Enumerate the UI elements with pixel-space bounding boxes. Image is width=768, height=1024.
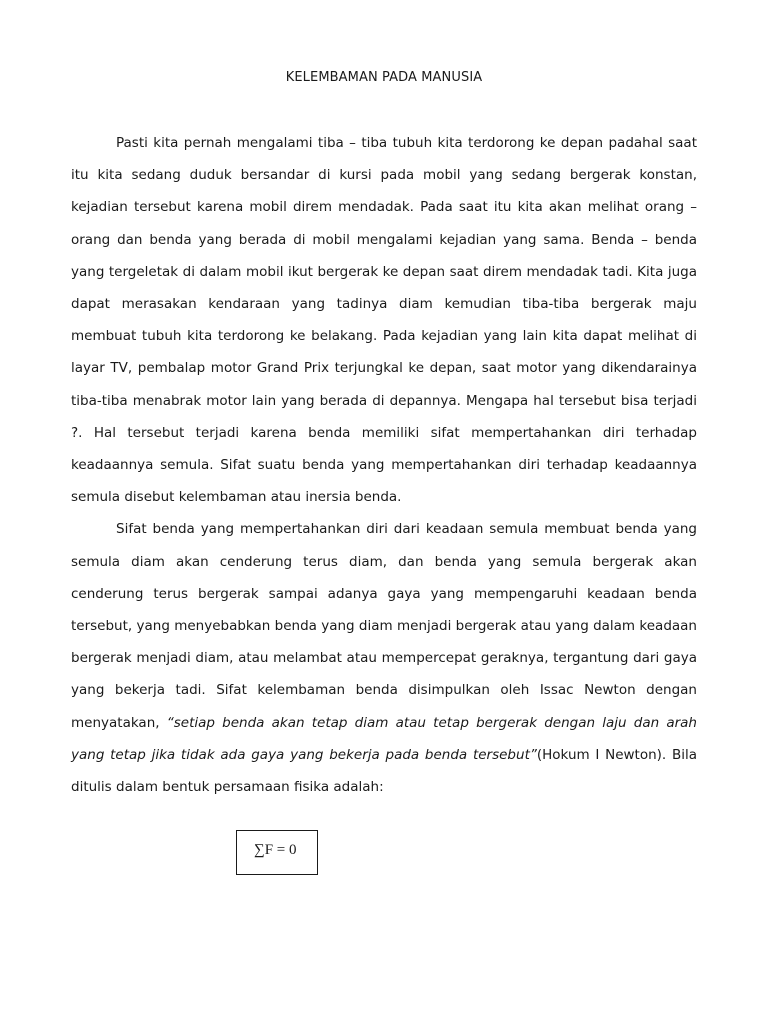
paragraph-1: Pasti kita pernah mengalami tiba – tiba tubuh kita terdorong ke depan padahal saat itu kita sedang duduk bersandar di kursi pada mobil yang sedang bergerak konstan, kejadian tersebut karena mobil direm mendadak. Pada saat itu kita akan melihat orang – orang dan benda yang berada di mobil mengalami kejadian yang sama. Benda – benda yang tergeletak di dalam mobil ikut bergerak ke depan saat direm mendadak tadi. Kita juga dapat merasakan kendaraan yang tadinya diam kemudian tiba-tiba bergerak maju membuat tubuh kita terdorong ke belakang. Pada kejadian yang lain kita dapat melihat di layar TV, pembalap motor Grand Prix terjungkal ke depan, saat motor yang dikendarainya tiba-tiba menabrak motor lain yang berada di depannya. Mengapa hal tersebut bisa terjadi ?. Hal tersebut terjadi karena benda memiliki sifat mempertahankan diri terhadap keadaannya semula. Sifat suatu benda yang mempertahankan diri terhadap keadaannya semula disebut kelembaman atau inersia benda. — [71, 135, 697, 506]
document-body — [71, 127, 697, 803]
newton-quote: “setiap benda akan tetap diam atau tetap bergerak dengan laju dan arah yang tetap jika tidak ada gaya yang bekerja pada benda tersebut” — [71, 714, 697, 763]
paragraph-2 — [71, 513, 697, 803]
formula-box — [236, 830, 318, 875]
document-title: KELEMBAMAN PADA MANUSIA — [285, 70, 483, 85]
paragraph-2-end: (Hokum I Newton). Bila ditulis dalam bentuk persamaan fisika adalah: — [71, 746, 697, 796]
paragraph-2-start: Sifat benda yang mempertahankan diri dari keadaan semula membuat benda yang semula diam akan cenderung terus diam, dan benda yang semula bergerak akan cenderung terus bergerak sampai adanya gaya yang mempengaruhi keadaan benda tersebut, yang menyebabkan benda yang diam menjadi bergerak atau yang dalam keadaan bergerak menjadi diam, atau melambat atau mempercepat geraknya, tergantung dari gaya yang bekerja tadi. Sifat kelembaman benda disimpulkan oleh Issac Newton dengan menyatakan, — [71, 521, 697, 731]
formula-text: ∑F = 0 — [254, 842, 297, 858]
